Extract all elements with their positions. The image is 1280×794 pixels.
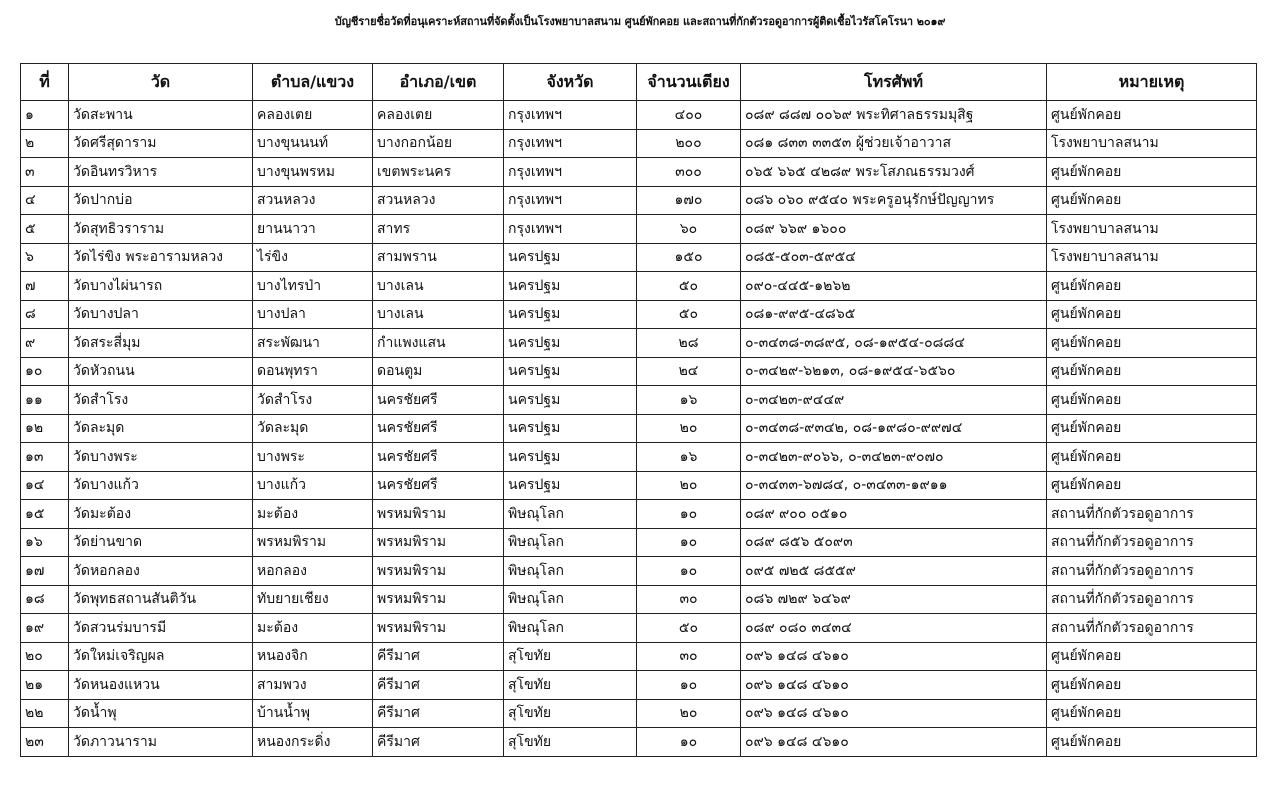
cell-subdistrict: สระพัฒนา bbox=[253, 329, 373, 358]
cell-subdistrict: มะต้อง bbox=[253, 500, 373, 529]
cell-beds: ๓๐ bbox=[637, 642, 741, 671]
cell-no: ๒๒ bbox=[21, 699, 69, 728]
cell-no: ๑๗ bbox=[21, 557, 69, 586]
cell-district: บางกอกน้อย bbox=[373, 129, 504, 158]
cell-temple: วัดบางไผ่นารถ bbox=[69, 272, 253, 301]
temple-registry-table bbox=[20, 63, 1257, 757]
cell-no: ๑ bbox=[21, 101, 69, 130]
cell-province: นครปฐม bbox=[504, 357, 637, 386]
cell-province: นครปฐม bbox=[504, 414, 637, 443]
cell-remark: ศูนย์พักคอย bbox=[1047, 186, 1257, 215]
header-remark: หมายเหตุ bbox=[1047, 64, 1257, 101]
cell-temple: วัดสุทธิวราราม bbox=[69, 215, 253, 244]
cell-subdistrict: บางขุนนนท์ bbox=[253, 129, 373, 158]
cell-no: ๒๑ bbox=[21, 671, 69, 700]
cell-subdistrict: หอกลอง bbox=[253, 557, 373, 586]
cell-district: พรหมพิราม bbox=[373, 500, 504, 529]
table-row bbox=[21, 186, 1257, 215]
cell-subdistrict: บางปลา bbox=[253, 300, 373, 329]
document-title: บัญชีรายชื่อวัดที่อนุเคราะห์สถานที่จัดตั้งเป็นโรงพยาบาลสนาม ศูนย์พักคอย และสถานที่กักตัวรอดูอาการผู้ติดเชื้อไวรัสโคโรนา ๒๐๑๙ bbox=[334, 15, 946, 28]
cell-no: ๗ bbox=[21, 272, 69, 301]
cell-temple: วัดภาวนาราม bbox=[69, 728, 253, 757]
cell-district: เขตพระนคร bbox=[373, 158, 504, 187]
cell-no: ๒ bbox=[21, 129, 69, 158]
cell-district: บางเลน bbox=[373, 300, 504, 329]
cell-remark: ศูนย์พักคอย bbox=[1047, 414, 1257, 443]
table-row bbox=[21, 642, 1257, 671]
cell-district: พรหมพิราม bbox=[373, 528, 504, 557]
table-row bbox=[21, 614, 1257, 643]
cell-no: ๑๖ bbox=[21, 528, 69, 557]
cell-temple: วัดสระสี่มุม bbox=[69, 329, 253, 358]
cell-district: สามพราน bbox=[373, 243, 504, 272]
cell-temple: วัดน้ำพุ bbox=[69, 699, 253, 728]
cell-province: สุโขทัย bbox=[504, 728, 637, 757]
cell-beds: ๑๖ bbox=[637, 443, 741, 472]
table-row bbox=[21, 671, 1257, 700]
cell-no: ๑๐ bbox=[21, 357, 69, 386]
cell-province: นครปฐม bbox=[504, 386, 637, 415]
cell-phone: ๐๘๑-๙๙๕-๔๘๖๕ bbox=[741, 300, 1047, 329]
cell-beds: ๑๐ bbox=[637, 500, 741, 529]
cell-province: นครปฐม bbox=[504, 272, 637, 301]
table-row bbox=[21, 728, 1257, 757]
header-province: จังหวัด bbox=[504, 64, 637, 101]
cell-subdistrict: ไร่ขิง bbox=[253, 243, 373, 272]
cell-temple: วัดมะต้อง bbox=[69, 500, 253, 529]
cell-remark: ศูนย์พักคอย bbox=[1047, 357, 1257, 386]
cell-district: นครชัยศรี bbox=[373, 414, 504, 443]
cell-temple: วัดใหม่เจริญผล bbox=[69, 642, 253, 671]
cell-beds: ๑๐ bbox=[637, 671, 741, 700]
cell-district: สาทร bbox=[373, 215, 504, 244]
cell-remark: ศูนย์พักคอย bbox=[1047, 471, 1257, 500]
cell-province: นครปฐม bbox=[504, 243, 637, 272]
cell-beds: ๒๐ bbox=[637, 414, 741, 443]
cell-remark: สถานที่กักตัวรอดูอาการ bbox=[1047, 528, 1257, 557]
table-row bbox=[21, 101, 1257, 130]
table-row bbox=[21, 471, 1257, 500]
cell-beds: ๑๕๐ bbox=[637, 243, 741, 272]
cell-beds: ๕๐ bbox=[637, 272, 741, 301]
header-temple: วัด bbox=[69, 64, 253, 101]
cell-subdistrict: วัดสำโรง bbox=[253, 386, 373, 415]
cell-subdistrict: บางพระ bbox=[253, 443, 373, 472]
cell-district: กำแพงแสน bbox=[373, 329, 504, 358]
cell-no: ๑๕ bbox=[21, 500, 69, 529]
table-body bbox=[21, 101, 1257, 757]
table-row bbox=[21, 443, 1257, 472]
cell-district: พรหมพิราม bbox=[373, 557, 504, 586]
cell-remark: สถานที่กักตัวรอดูอาการ bbox=[1047, 614, 1257, 643]
table-row bbox=[21, 414, 1257, 443]
cell-remark: โรงพยาบาลสนาม bbox=[1047, 243, 1257, 272]
table-row bbox=[21, 699, 1257, 728]
cell-no: ๒๐ bbox=[21, 642, 69, 671]
cell-province: สุโขทัย bbox=[504, 642, 637, 671]
table-header bbox=[21, 64, 1257, 101]
cell-phone: ๐๘๑ ๘๓๓ ๓๓๕๓ ผู้ช่วยเจ้าอาวาส bbox=[741, 129, 1047, 158]
cell-no: ๑๔ bbox=[21, 471, 69, 500]
cell-beds: ๕๐ bbox=[637, 614, 741, 643]
cell-province: พิษณุโลก bbox=[504, 528, 637, 557]
table-row bbox=[21, 272, 1257, 301]
cell-phone: ๐๘๙ ๐๘๐ ๓๔๓๔ bbox=[741, 614, 1047, 643]
cell-remark: ศูนย์พักคอย bbox=[1047, 642, 1257, 671]
header-beds: จำนวนเตียง bbox=[637, 64, 741, 101]
cell-no: ๘ bbox=[21, 300, 69, 329]
cell-subdistrict: วัดละมุด bbox=[253, 414, 373, 443]
cell-beds: ๕๐ bbox=[637, 300, 741, 329]
cell-subdistrict: พรหมพิราม bbox=[253, 528, 373, 557]
cell-province: กรุงเทพฯ bbox=[504, 129, 637, 158]
cell-temple: วัดปากบ่อ bbox=[69, 186, 253, 215]
cell-subdistrict: ดอนพุทรา bbox=[253, 357, 373, 386]
cell-phone: ๐๘๙ ๙๐๐ ๐๕๑๐ bbox=[741, 500, 1047, 529]
cell-remark: ศูนย์พักคอย bbox=[1047, 272, 1257, 301]
cell-temple: วัดศรีสุดาราม bbox=[69, 129, 253, 158]
cell-beds: ๒๐ bbox=[637, 471, 741, 500]
cell-temple: วัดสำโรง bbox=[69, 386, 253, 415]
cell-no: ๔ bbox=[21, 186, 69, 215]
cell-remark: ศูนย์พักคอย bbox=[1047, 728, 1257, 757]
cell-remark: ศูนย์พักคอย bbox=[1047, 300, 1257, 329]
table-row bbox=[21, 243, 1257, 272]
cell-district: คีรีมาศ bbox=[373, 699, 504, 728]
table-row bbox=[21, 158, 1257, 187]
cell-phone: ๐๙๖ ๑๔๘ ๔๖๑๐ bbox=[741, 642, 1047, 671]
cell-temple: วัดละมุด bbox=[69, 414, 253, 443]
table-row bbox=[21, 557, 1257, 586]
cell-beds: ๑๖ bbox=[637, 386, 741, 415]
table-row bbox=[21, 528, 1257, 557]
cell-subdistrict: สามพวง bbox=[253, 671, 373, 700]
header-phone: โทรศัพท์ bbox=[741, 64, 1047, 101]
cell-district: สวนหลวง bbox=[373, 186, 504, 215]
cell-district: นครชัยศรี bbox=[373, 443, 504, 472]
cell-no: ๑๓ bbox=[21, 443, 69, 472]
cell-remark: ศูนย์พักคอย bbox=[1047, 101, 1257, 130]
cell-phone: ๐๘๖ ๐๖๐ ๙๕๔๐ พระครูอนุรักษ์ปัญญาทร bbox=[741, 186, 1047, 215]
cell-province: กรุงเทพฯ bbox=[504, 215, 637, 244]
cell-province: นครปฐม bbox=[504, 329, 637, 358]
cell-subdistrict: สวนหลวง bbox=[253, 186, 373, 215]
cell-phone: ๐-๓๔๓๘-๓๘๙๕, ๐๘-๑๙๕๔-๐๘๘๔ bbox=[741, 329, 1047, 358]
cell-phone: ๐-๓๔๓๘-๙๓๔๒, ๐๘-๑๙๘๐-๙๙๗๔ bbox=[741, 414, 1047, 443]
header-subdistrict: ตำบล/แขวง bbox=[253, 64, 373, 101]
cell-phone: ๐๘๖ ๗๒๙ ๖๔๖๙ bbox=[741, 585, 1047, 614]
cell-province: นครปฐม bbox=[504, 300, 637, 329]
cell-district: บางเลน bbox=[373, 272, 504, 301]
cell-province: พิษณุโลก bbox=[504, 585, 637, 614]
cell-phone: ๐-๓๔๓๓-๖๗๘๔, ๐-๓๔๓๓-๑๙๑๑ bbox=[741, 471, 1047, 500]
cell-no: ๓ bbox=[21, 158, 69, 187]
cell-beds: ๑๐ bbox=[637, 728, 741, 757]
cell-temple: วัดพุทธสถานสันติวัน bbox=[69, 585, 253, 614]
cell-remark: ศูนย์พักคอย bbox=[1047, 699, 1257, 728]
cell-province: พิษณุโลก bbox=[504, 614, 637, 643]
cell-district: คีรีมาศ bbox=[373, 728, 504, 757]
cell-remark: ศูนย์พักคอย bbox=[1047, 158, 1257, 187]
cell-phone: ๐๙๖ ๑๔๘ ๔๖๑๐ bbox=[741, 699, 1047, 728]
cell-province: พิษณุโลก bbox=[504, 557, 637, 586]
cell-phone: ๐๘๙ ๘๕๖ ๕๐๙๓ bbox=[741, 528, 1047, 557]
cell-phone: ๐๙๖ ๑๔๘ ๔๖๑๐ bbox=[741, 671, 1047, 700]
cell-beds: ๒๐๐ bbox=[637, 129, 741, 158]
cell-district: ดอนตูม bbox=[373, 357, 504, 386]
cell-subdistrict: ทับยายเชียง bbox=[253, 585, 373, 614]
cell-temple: วัดย่านขาด bbox=[69, 528, 253, 557]
cell-district: คลองเตย bbox=[373, 101, 504, 130]
cell-phone: ๐๖๕ ๖๖๕ ๔๒๘๙ พระโสภณธรรมวงศ์ bbox=[741, 158, 1047, 187]
cell-remark: โรงพยาบาลสนาม bbox=[1047, 215, 1257, 244]
cell-remark: สถานที่กักตัวรอดูอาการ bbox=[1047, 557, 1257, 586]
cell-remark: ศูนย์พักคอย bbox=[1047, 329, 1257, 358]
cell-temple: วัดบางปลา bbox=[69, 300, 253, 329]
cell-district: คีรีมาศ bbox=[373, 671, 504, 700]
cell-beds: ๒๘ bbox=[637, 329, 741, 358]
cell-beds: ๖๐ bbox=[637, 215, 741, 244]
cell-no: ๙ bbox=[21, 329, 69, 358]
cell-district: พรหมพิราม bbox=[373, 614, 504, 643]
cell-province: กรุงเทพฯ bbox=[504, 101, 637, 130]
table-row bbox=[21, 329, 1257, 358]
cell-no: ๖ bbox=[21, 243, 69, 272]
cell-phone: ๐-๓๔๒๙-๖๒๑๓, ๐๘-๑๙๕๔-๖๕๖๐ bbox=[741, 357, 1047, 386]
cell-province: สุโขทัย bbox=[504, 699, 637, 728]
cell-temple: วัดหอกลอง bbox=[69, 557, 253, 586]
cell-subdistrict: บางไทรป่า bbox=[253, 272, 373, 301]
table-row bbox=[21, 500, 1257, 529]
cell-beds: ๓๐๐ bbox=[637, 158, 741, 187]
cell-phone: ๐๙๖ ๑๔๘ ๔๖๑๐ bbox=[741, 728, 1047, 757]
cell-subdistrict: บางแก้ว bbox=[253, 471, 373, 500]
cell-beds: ๒๐ bbox=[637, 699, 741, 728]
cell-district: นครชัยศรี bbox=[373, 471, 504, 500]
cell-no: ๒๓ bbox=[21, 728, 69, 757]
cell-temple: วัดอินทรวิหาร bbox=[69, 158, 253, 187]
header-district: อำเภอ/เขต bbox=[373, 64, 504, 101]
cell-temple: วัดสวนร่มบารมี bbox=[69, 614, 253, 643]
cell-province: พิษณุโลก bbox=[504, 500, 637, 529]
cell-no: ๕ bbox=[21, 215, 69, 244]
cell-beds: ๑๐ bbox=[637, 557, 741, 586]
cell-province: นครปฐม bbox=[504, 443, 637, 472]
cell-beds: ๑๐ bbox=[637, 528, 741, 557]
cell-remark: สถานที่กักตัวรอดูอาการ bbox=[1047, 585, 1257, 614]
cell-district: นครชัยศรี bbox=[373, 386, 504, 415]
cell-temple: วัดหนองแหวน bbox=[69, 671, 253, 700]
cell-phone: ๐๘๙ ๖๖๙ ๑๖๐๐ bbox=[741, 215, 1047, 244]
cell-temple: วัดบางแก้ว bbox=[69, 471, 253, 500]
header-no: ที่ bbox=[21, 64, 69, 101]
cell-beds: ๓๐ bbox=[637, 585, 741, 614]
cell-phone: ๐-๓๔๒๓-๙๐๖๖, ๐-๓๔๒๓-๙๐๗๐ bbox=[741, 443, 1047, 472]
cell-subdistrict: หนองจิก bbox=[253, 642, 373, 671]
cell-remark: ศูนย์พักคอย bbox=[1047, 671, 1257, 700]
cell-subdistrict: หนองกระดิ่ง bbox=[253, 728, 373, 757]
cell-phone: ๐๙๕ ๗๒๕ ๘๕๕๙ bbox=[741, 557, 1047, 586]
cell-no: ๑๑ bbox=[21, 386, 69, 415]
cell-beds: ๒๔ bbox=[637, 357, 741, 386]
cell-phone: ๐๙๐-๔๔๕-๑๒๖๒ bbox=[741, 272, 1047, 301]
cell-temple: วัดบางพระ bbox=[69, 443, 253, 472]
table-row bbox=[21, 585, 1257, 614]
cell-no: ๑๒ bbox=[21, 414, 69, 443]
cell-province: กรุงเทพฯ bbox=[504, 158, 637, 187]
cell-beds: ๔๐๐ bbox=[637, 101, 741, 130]
cell-province: นครปฐม bbox=[504, 471, 637, 500]
cell-remark: สถานที่กักตัวรอดูอาการ bbox=[1047, 500, 1257, 529]
cell-remark: ศูนย์พักคอย bbox=[1047, 386, 1257, 415]
table-row bbox=[21, 300, 1257, 329]
cell-subdistrict: บ้านน้ำพุ bbox=[253, 699, 373, 728]
table-row bbox=[21, 357, 1257, 386]
cell-phone: ๐-๓๔๒๓-๙๔๔๙ bbox=[741, 386, 1047, 415]
header-row bbox=[21, 64, 1257, 101]
cell-beds: ๑๗๐ bbox=[637, 186, 741, 215]
cell-subdistrict: ยานนาวา bbox=[253, 215, 373, 244]
cell-no: ๑๙ bbox=[21, 614, 69, 643]
cell-phone: ๐๘๙ ๘๘๗ ๐๐๖๙ พระทิศาลธรรมมุสิฐ bbox=[741, 101, 1047, 130]
cell-province: กรุงเทพฯ bbox=[504, 186, 637, 215]
cell-subdistrict: มะต้อง bbox=[253, 614, 373, 643]
table-row bbox=[21, 386, 1257, 415]
cell-temple: วัดหัวถนน bbox=[69, 357, 253, 386]
cell-phone: ๐๘๕-๕๐๓-๕๙๕๔ bbox=[741, 243, 1047, 272]
cell-temple: วัดสะพาน bbox=[69, 101, 253, 130]
cell-subdistrict: บางขุนพรหม bbox=[253, 158, 373, 187]
cell-remark: โรงพยาบาลสนาม bbox=[1047, 129, 1257, 158]
cell-no: ๑๘ bbox=[21, 585, 69, 614]
cell-district: พรหมพิราม bbox=[373, 585, 504, 614]
cell-district: คีรีมาศ bbox=[373, 642, 504, 671]
cell-temple: วัดไร่ขิง พระอารามหลวง bbox=[69, 243, 253, 272]
table-row bbox=[21, 129, 1257, 158]
cell-remark: ศูนย์พักคอย bbox=[1047, 443, 1257, 472]
cell-subdistrict: คลองเตย bbox=[253, 101, 373, 130]
cell-province: สุโขทัย bbox=[504, 671, 637, 700]
table-row bbox=[21, 215, 1257, 244]
